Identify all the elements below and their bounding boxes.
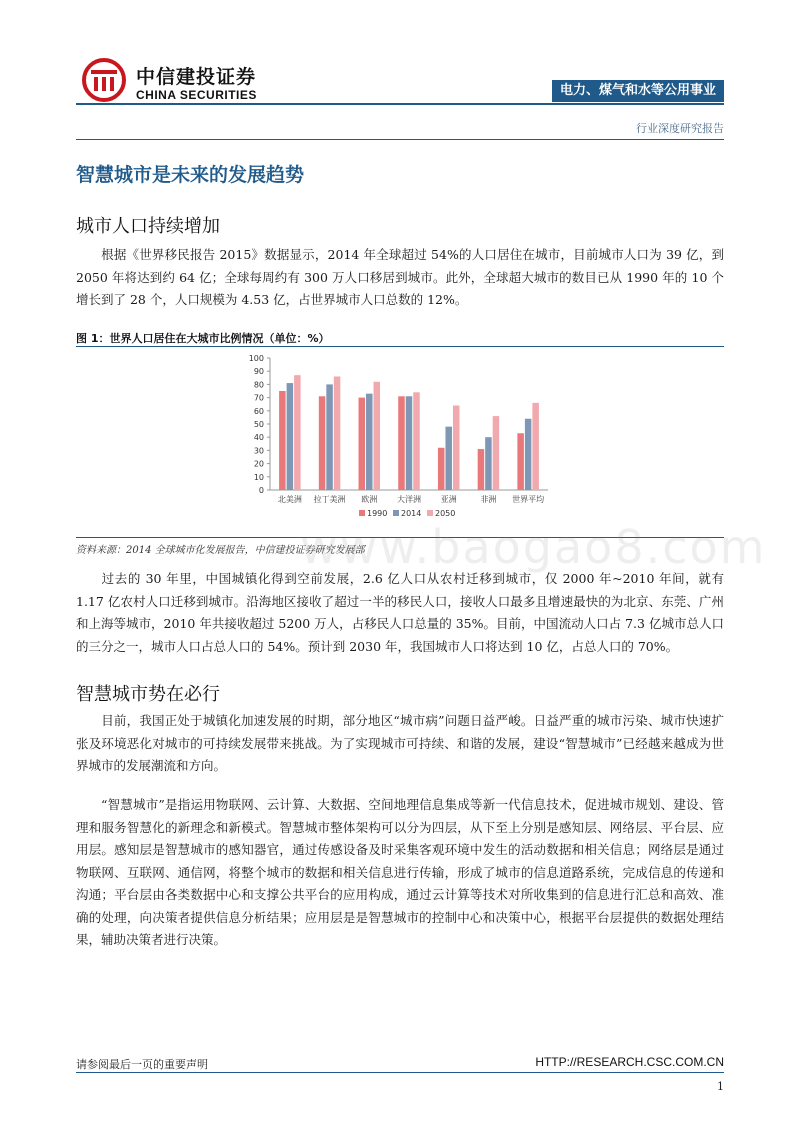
bar-2050-1	[334, 376, 341, 490]
csc-logo-icon	[82, 58, 126, 102]
bar-2050-5	[493, 416, 500, 490]
bar-2014-6	[525, 419, 532, 490]
bar-2014-1	[326, 384, 333, 490]
legend-label-2050: 2050	[435, 509, 456, 518]
page-title: 智慧城市是未来的发展趋势	[76, 164, 305, 186]
x-tick-label: 拉丁美洲	[313, 495, 346, 504]
y-tick-label: 30	[253, 446, 264, 456]
logo-chinese-name: 中信建投证券	[136, 66, 257, 88]
y-tick-label: 0	[258, 486, 264, 495]
header-divider-thin	[76, 139, 724, 140]
page-number: 1	[717, 1080, 724, 1093]
header-divider	[76, 103, 724, 105]
x-tick-label: 世界平均	[512, 495, 545, 504]
footer-url-link[interactable]: HTTP://RESEARCH.CSC.COM.CN	[535, 1055, 724, 1069]
bar-2050-2	[374, 382, 381, 490]
y-tick-label: 100	[248, 354, 264, 363]
x-tick-label: 亚洲	[440, 495, 457, 504]
bar-1990-1	[319, 396, 326, 490]
industry-label: 电力、煤气和水等公用事业	[552, 80, 724, 102]
y-tick-label: 80	[253, 380, 264, 390]
y-tick-label: 20	[253, 459, 264, 469]
section2-paragraph-2: “智慧城市”是指运用物联网、云计算、大数据、空间地理信息集成等新一代信息技术，促进城市规划、建设、管理和服务智慧化的新理念和新模式。智慧城市整体架构可以分为四层，从下至上分别是感知层、网络层、平台层、应用层。感知层是智慧城市的感知器官，通过传感设备及时采集客观环境中发生的活动数据和相关信息；网络层是通过物联网、互联网、通信网，将整个城市的数据和相关信息进行传输，形成了城市的信息道路系统，完成信息的传递和沟通；平台层由各类数据中心和支撑公共平台的应用构成，通过云计算等技术对所收集到的信息进行汇总和高效、准确的处理，向决策者提供信息分析结果；应用层是是智慧城市的控制中心和决策中心，根据平台层提供的数据处理结果，辅助决策者进行决策。	[76, 797, 724, 947]
bar-1990-6	[517, 433, 524, 490]
figure-source: 资料来源：2014 全球城市化发展报告，中信建投证券研究发展部	[76, 545, 365, 556]
legend-label-2014: 2014	[401, 509, 422, 518]
legend-label-1990: 1990	[367, 509, 388, 518]
bar-2050-4	[453, 406, 460, 490]
y-tick-label: 50	[253, 420, 264, 429]
figure-top-rule	[76, 346, 724, 347]
section2-paragraph-1: 目前，我国正处于城镇化加速发展的时期，部分地区“城市病”问题日益严峻。日益严重的城市污染、城市快速扩张及环境恶化对城市的可持续发展带来挑战。为了实现城市可持续、和谐的发展，建设“智慧城市”已经越来越成为世界城市的发展潮流和方向。	[76, 713, 724, 773]
bar-1990-5	[478, 449, 485, 490]
footer-divider	[76, 1072, 724, 1073]
bar-2050-0	[294, 375, 301, 490]
bar-2014-5	[485, 437, 492, 490]
population-bar-chart	[230, 348, 570, 528]
bar-2014-2	[366, 394, 373, 490]
x-tick-label: 大洋洲	[397, 495, 421, 504]
footer-disclaimer: 请参阅最后一页的重要声明	[76, 1058, 208, 1071]
bar-1990-2	[359, 398, 366, 490]
bar-2014-4	[445, 427, 452, 490]
bar-2014-0	[287, 383, 294, 490]
x-tick-label: 非洲	[480, 495, 497, 504]
legend-swatch-2050	[427, 510, 433, 516]
section1-heading: 城市人口持续增加	[76, 216, 220, 237]
watermark: www.baogao8.com	[300, 520, 767, 574]
y-tick-label: 40	[253, 433, 264, 443]
section1-paragraph-2: 过去的 30 年里，中国城镇化得到空前发展，2.6 亿人口从农村迁移到城市，仅 2000 年~2010 年间，就有 1.17 亿农村人口迁移到城市。沿海地区接收了超过一半的移民人口，接收人口最多且增速最快的为北京、东莞、广州和上海等城市，2010 年共接收超过 5200 万人，占移民人口总量的 35%。目前，中国流动人口占 7.3 亿城市总人口的三分之一，城市人口占总人口的 54%。预计到 2030 年，我国城市人口将达到 10 亿，占总人口的 70%。	[76, 571, 724, 654]
x-tick-label: 北美洲	[277, 495, 302, 504]
figure-caption: 图 1：世界人口居住在大城市比例情况（单位：%）	[76, 332, 330, 345]
x-tick-label: 欧洲	[361, 495, 378, 504]
bar-2014-3	[406, 396, 413, 490]
legend-swatch-1990	[359, 510, 365, 516]
bar-1990-4	[438, 448, 445, 490]
bar-2050-3	[413, 392, 420, 490]
company-logo	[82, 58, 257, 108]
y-tick-label: 10	[253, 472, 264, 482]
legend-swatch-2014	[393, 510, 399, 516]
y-tick-label: 90	[253, 367, 264, 377]
logo-english-name: CHINA SECURITIES	[136, 88, 257, 102]
section2-heading: 智慧城市势在必行	[76, 684, 220, 705]
bar-1990-3	[398, 396, 405, 490]
bar-1990-0	[279, 391, 286, 490]
report-type: 行业深度研究报告	[636, 122, 724, 135]
section1-paragraph-1: 根据《世界移民报告 2015》数据显示，2014 年全球超过 54%的人口居住在城市，目前城市人口为 39 亿，到 2050 年将达到约 64 亿；全球每周约有 300 万人口移居到城市。此外，全球超大城市的数目已从 1990 年的 10 个增长到了 28 个，人口规模为 4.53 亿，占世界城市人口总数的 12%。	[76, 247, 724, 307]
y-tick-label: 60	[253, 406, 264, 416]
bar-2050-6	[532, 403, 539, 490]
y-tick-label: 70	[253, 393, 264, 403]
